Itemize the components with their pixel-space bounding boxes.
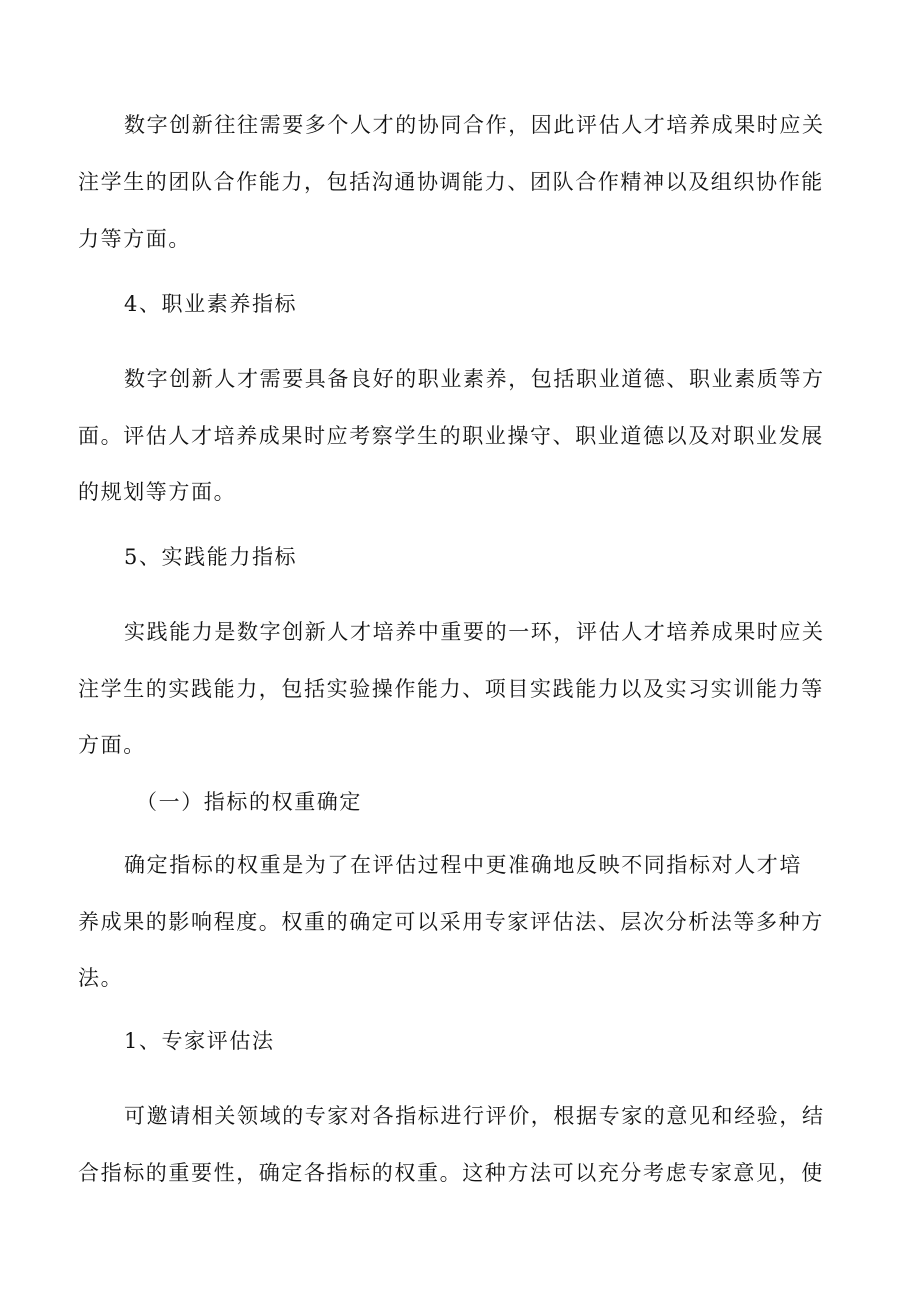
heading-4: 4、职业素养指标 [124, 292, 298, 316]
paragraph-line: 面。评估人才培养成果时应考察学生的职业操守、职业道德以及对职业发展 [78, 424, 824, 448]
paragraph-line: 确定指标的权重是为了在评估过程中更准确地反映不同指标对人才培 [124, 853, 802, 877]
paragraph-line: 的规划等方面。 [78, 480, 237, 504]
section-heading: （一）指标的权重确定 [136, 790, 362, 814]
paragraph-line: 注学生的实践能力，包括实验操作能力、项目实践能力以及实习实训能力等 [78, 677, 824, 701]
paragraph-line: 合指标的重要性，确定各指标的权重。这种方法可以充分考虑专家意见，使 [78, 1161, 824, 1185]
paragraph-line: 力等方面。 [78, 227, 191, 251]
heading-5: 5、实践能力指标 [124, 545, 298, 569]
paragraph-line: 养成果的影响程度。权重的确定可以采用专家评估法、层次分析法等多种方 [78, 910, 824, 934]
paragraph-line: 方面。 [78, 733, 146, 757]
paragraph-line: 法。 [78, 966, 124, 990]
paragraph-line: 数字创新人才需要具备良好的职业素养，包括职业道德、职业素质等方 [124, 367, 825, 391]
paragraph-line: 数字创新往往需要多个人才的协同合作，因此评估人才培养成果时应关 [124, 113, 825, 137]
paragraph-line: 实践能力是数字创新人才培养中重要的一环，评估人才培养成果时应关 [124, 620, 825, 644]
paragraph-line: 注学生的团队合作能力，包括沟通协调能力、团队合作精神以及组织协作能 [78, 170, 824, 194]
heading-1: 1、专家评估法 [124, 1029, 275, 1053]
paragraph-line: 可邀请相关领域的专家对各指标进行评价，根据专家的意见和经验，结 [124, 1104, 825, 1128]
